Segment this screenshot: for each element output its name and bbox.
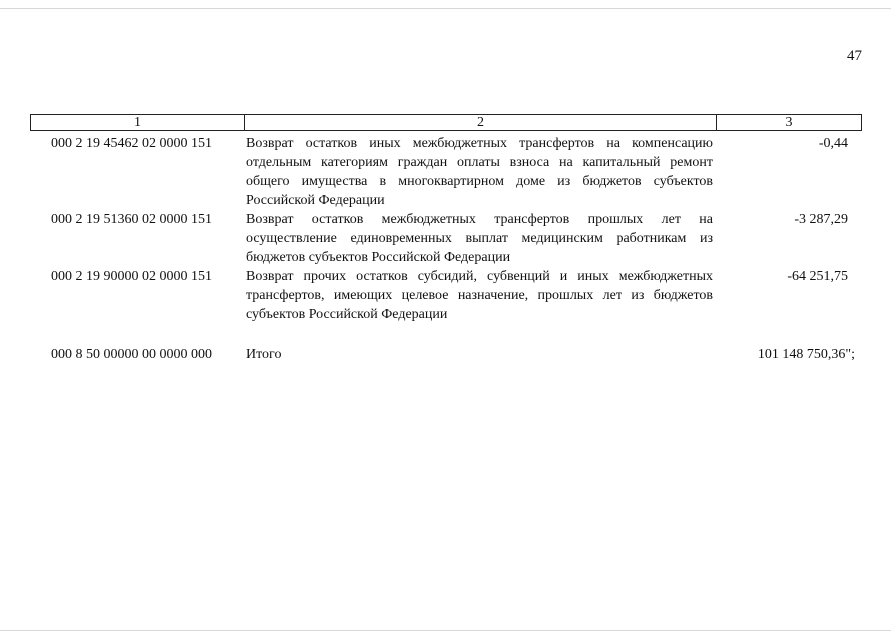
column-header-2: 2 — [245, 115, 717, 130]
row-description: Возврат остатков межбюджетных трансфертов прошлых лет на осуществление единовременных выплат медицинским работникам из бюджетов субъектов Российской Федерации — [246, 212, 713, 265]
scan-edge-bottom — [0, 630, 891, 631]
table-header — [30, 114, 862, 131]
budget-code: 000 2 19 45462 02 0000 151 — [51, 136, 212, 151]
budget-code: 000 8 50 00000 00 0000 000 — [51, 347, 212, 362]
budget-code: 000 2 19 51360 02 0000 151 — [51, 212, 212, 227]
column-header-1: 1 — [31, 115, 245, 130]
row-description: Возврат прочих остатков субсидий, субвенций и иных межбюджетных трансфертов, имеющих целевое назначение, прошлых лет из бюджетов субъектов Российской Федерации — [246, 269, 713, 322]
total-amount: 101 148 750,36"; — [757, 347, 855, 362]
scan-edge-top — [0, 8, 891, 9]
row-description: Возврат остатков иных межбюджетных трансфертов на компенсацию отдельным категориям граждан оплаты взноса на капитальный ремонт общего имущества в многоквартирном доме из бюджетов субъектов Российской Федерации — [246, 136, 713, 208]
row-amount: -64 251,75 — [787, 269, 848, 284]
row-description: Итого — [246, 347, 282, 362]
column-header-3: 3 — [785, 115, 793, 130]
budget-code: 000 2 19 90000 02 0000 151 — [51, 269, 212, 284]
row-amount: -0,44 — [818, 136, 848, 151]
row-amount: -3 287,29 — [794, 212, 848, 227]
page-number: 47 — [847, 48, 862, 64]
